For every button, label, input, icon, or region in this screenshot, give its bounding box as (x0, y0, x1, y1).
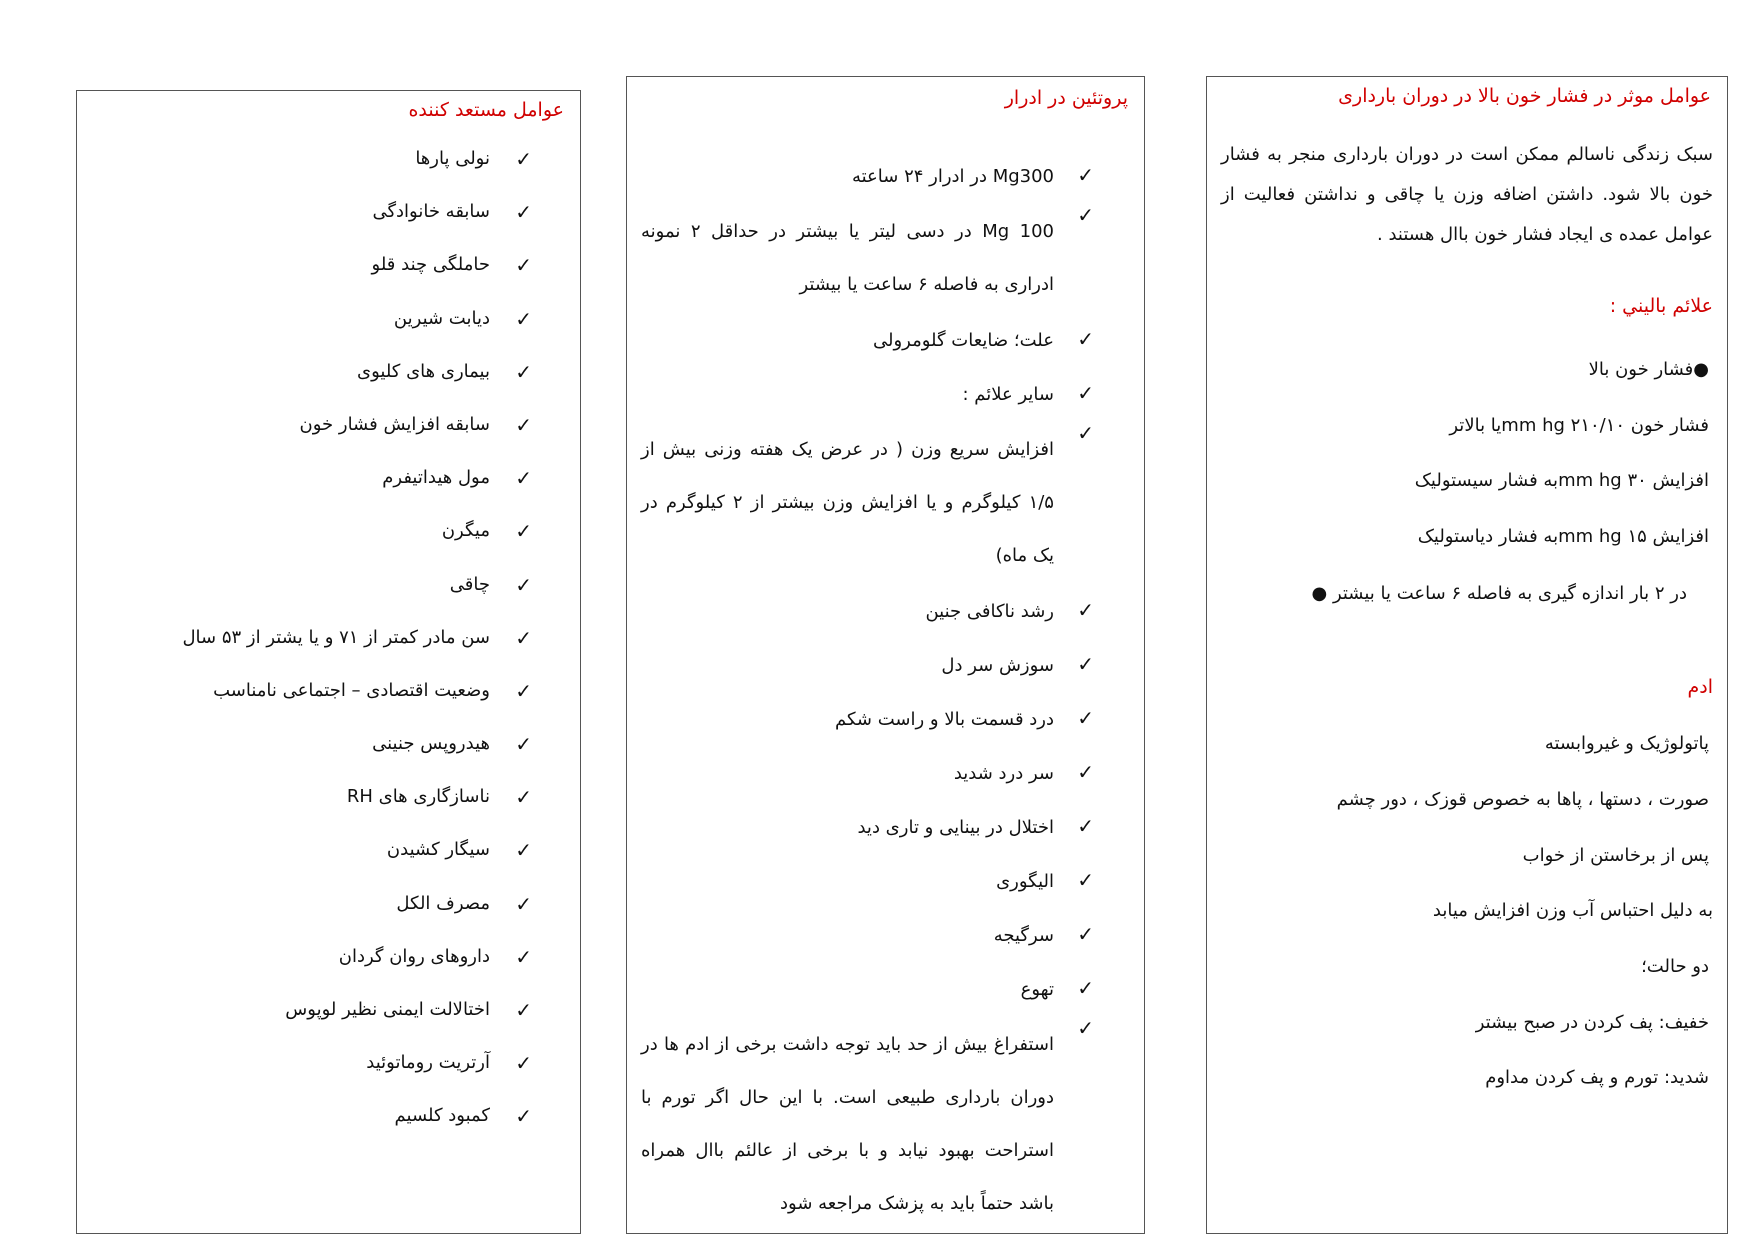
checkmark-icon: ✓ (515, 253, 532, 278)
list-item (77, 626, 580, 679)
list-item-text: اختالالت ایمنی نظیر لوپوس (285, 999, 490, 1020)
list-item-text: درد قسمت بالا و راست شکم (835, 709, 1054, 730)
list-item (627, 423, 1144, 582)
list-item-text: سابقه خانوادگی (372, 201, 490, 223)
checkmark-icon: ✓ (1077, 163, 1094, 187)
list-item (627, 600, 1144, 624)
checkmark-icon: ✓ (1077, 868, 1094, 892)
checkmark-icon: ✓ (515, 944, 532, 969)
list-item (77, 200, 580, 253)
list-item (77, 732, 580, 785)
list-item (627, 383, 1144, 407)
checkmark-icon: ✓ (515, 1104, 532, 1129)
list-item-text: سابقه افزایش فشار خون (299, 413, 490, 435)
checkmark-icon: ✓ (515, 147, 532, 171)
edema-line: پاتولوژیک و غیروابسته (1544, 733, 1709, 754)
list-item (627, 978, 1144, 1002)
checkmark-icon: ✓ (515, 838, 532, 863)
checkmark-icon: ✓ (1077, 760, 1094, 784)
list-item (627, 654, 1144, 678)
proteinuria-list (627, 165, 1144, 1248)
list-item (77, 253, 580, 306)
list-item-text: سوزش سر دل (941, 655, 1054, 676)
checkmark-icon: ✓ (515, 678, 532, 703)
edema-line: صورت ، دستها ، پاها به خصوص قوزک ، دور چشم (1336, 789, 1709, 810)
list-item-text: Mg 100 در دسی لیتر یا بیشتر در حداقل ۲ نمونه ادراری به فاصله ۶ ساعت یا بیشتر (641, 221, 1054, 295)
list-item-text: نولی پارها (415, 148, 490, 169)
list-item (77, 1051, 580, 1104)
list-item-text: دیابت شیرین (393, 307, 490, 329)
list-item (77, 785, 580, 838)
list-item (77, 147, 580, 200)
list-item-text: حاملگی چند قلو (371, 254, 490, 276)
list-item-text: افزایش سریع وزن ( در عرض یک هفته وزنی بیش از ۱/۵ کیلوگرم و یا افزایش وزن بیشتر از ۲ کیلوگرم در یک ماه) (641, 439, 1054, 566)
list-item-text: Mg300 در ادرار ۲۴ ساعته (851, 166, 1054, 187)
edema-line: خفیف: پف کردن در صبح بیشتر (1475, 1012, 1709, 1033)
list-item-text: اختلال در بینایی و تاری دید (857, 817, 1054, 838)
checkmark-icon: ✓ (515, 1051, 532, 1076)
list-item-text: الیگوری (996, 871, 1054, 892)
list-item-text: هیدروپس جنینی (372, 733, 490, 755)
checkmark-icon: ✓ (515, 572, 532, 597)
list-item-text: رشد ناکافی جنین (925, 601, 1054, 622)
list-item (77, 519, 580, 572)
clinical-sign-line: ●فشار خون بالا (1588, 359, 1709, 380)
checkmark-icon: ✓ (515, 891, 532, 916)
list-item-text: مول هیداتیفرم (382, 467, 490, 489)
list-item-text: تهوع (1020, 979, 1054, 1000)
list-item (77, 679, 580, 732)
checkmark-icon: ✓ (1077, 652, 1094, 676)
checkmark-icon: ✓ (515, 359, 532, 384)
list-item (627, 1018, 1144, 1230)
checkmark-icon: ✓ (1077, 381, 1094, 405)
checkmark-icon: ✓ (515, 200, 532, 225)
list-item-text: سایر علائم : (962, 384, 1054, 405)
predisposing-factors-panel (76, 90, 581, 1234)
list-item-text: چاقی (449, 573, 490, 595)
list-item (627, 762, 1144, 786)
list-item-text: ناسازگاری های RH (346, 786, 490, 808)
list-item (77, 892, 580, 945)
list-item (627, 708, 1144, 732)
list-item-text: آرتریت روماتوئید (366, 1052, 490, 1074)
proteinuria-panel (626, 76, 1145, 1234)
list-item (77, 307, 580, 360)
list-item-text: بیماری های کلیوی (357, 360, 490, 382)
list-item (627, 165, 1144, 189)
lifestyle-paragraph: سبک زندگی ناسالم ممکن است در دوران بارداری منجر به فشار خون بالا شود. داشتن اضافه وزن یا چاقی و نداشتن فعالیت از عوامل عمده ی ایجاد فشار خون باال هستند . (1221, 144, 1713, 245)
edema-line: شدید: تورم و پف کردن مداوم (1485, 1067, 1709, 1088)
list-item-text: میگرن (441, 520, 490, 542)
hypertension-factors-panel (1206, 76, 1728, 1234)
list-item-text: سرگیجه (993, 925, 1054, 946)
proteinuria-title: پروتئین در ادرار (1004, 87, 1128, 109)
edema-line: پس از برخاستن از خواب (1522, 845, 1709, 866)
clinical-signs-title: علائم باليني : (1609, 295, 1713, 317)
list-item (627, 924, 1144, 948)
list-item-text: سن مادر کمتر از ۷۱ و یا یشتر از ۵۳ سال (182, 626, 490, 648)
list-item-text: سر درد شدید (953, 763, 1054, 784)
list-item (77, 998, 580, 1051)
checkmark-icon: ✓ (1077, 421, 1094, 445)
list-item (77, 1104, 580, 1157)
list-item (627, 870, 1144, 894)
checkmark-icon: ✓ (1077, 1016, 1094, 1040)
list-item-text: سیگار کشیدن (386, 839, 490, 861)
list-item-text: استفراغ بیش از حد باید توجه داشت برخی از ادم ها در دوران بارداری طبیعی است. با این حال اگر تورم با استراحت بهبود نیابد و با برخی از عالئم باال همراه باشد حتماً باید به پزشک مراجعه شود (641, 1034, 1054, 1214)
list-item-text: وضعیت اقتصادی – اجتماعی نامناسب (213, 679, 490, 701)
clinical-sign-line: افزایش ۳۰ mm hgبه فشار سیستولیک (1414, 470, 1709, 491)
checkmark-icon: ✓ (515, 412, 532, 437)
checkmark-icon: ✓ (515, 998, 532, 1022)
list-item (627, 816, 1144, 840)
list-item-text: علت؛ ضایعات گلومرولی (872, 330, 1054, 351)
checkmark-icon: ✓ (515, 306, 532, 331)
checkmark-icon: ✓ (1077, 203, 1094, 227)
checkmark-icon: ✓ (1077, 327, 1094, 351)
checkmark-icon: ✓ (1077, 814, 1094, 838)
checkmark-icon: ✓ (515, 519, 532, 544)
clinical-sign-line: در ۲ بار اندازه گیری به فاصله ۶ ساعت یا بیشتر ● (1311, 583, 1687, 604)
edema-line: به دلیل احتباس آب وزن افزایش میابد (1432, 900, 1713, 921)
edema-line: دو حالت؛ (1641, 956, 1709, 977)
list-item (77, 360, 580, 413)
list-item (77, 466, 580, 519)
checkmark-icon: ✓ (1077, 598, 1094, 622)
checkmark-icon: ✓ (515, 466, 532, 491)
predisposing-factors-list (77, 147, 580, 1158)
checkmark-icon: ✓ (1077, 976, 1094, 1000)
list-item-text: مصرف الکل (396, 892, 490, 914)
list-item (627, 329, 1144, 353)
list-item (77, 413, 580, 466)
clinical-sign-line: فشار خون ۲۱۰/۱۰ mm hgیا بالاتر (1449, 415, 1709, 436)
list-item (77, 945, 580, 998)
checkmark-icon: ✓ (515, 732, 532, 757)
checkmark-icon: ✓ (515, 785, 532, 810)
list-item-text: کمبود کلسیم (394, 1105, 490, 1127)
predisposing-factors-title: عوامل مستعد کننده (408, 99, 564, 121)
list-item (77, 573, 580, 626)
list-item (77, 838, 580, 891)
edema-title: ادم (1687, 676, 1713, 698)
list-item (627, 205, 1144, 311)
list-item-text: داروهای روان گردان (338, 945, 490, 967)
checkmark-icon: ✓ (515, 625, 532, 650)
checkmark-icon: ✓ (1077, 922, 1094, 946)
clinical-sign-line: افزایش ۱۵ mm hgبه فشار دیاستولیک (1417, 526, 1709, 547)
checkmark-icon: ✓ (1077, 706, 1094, 730)
hypertension-factors-title: عوامل موثر در فشار خون بالا در دوران بارداری (1338, 85, 1711, 107)
